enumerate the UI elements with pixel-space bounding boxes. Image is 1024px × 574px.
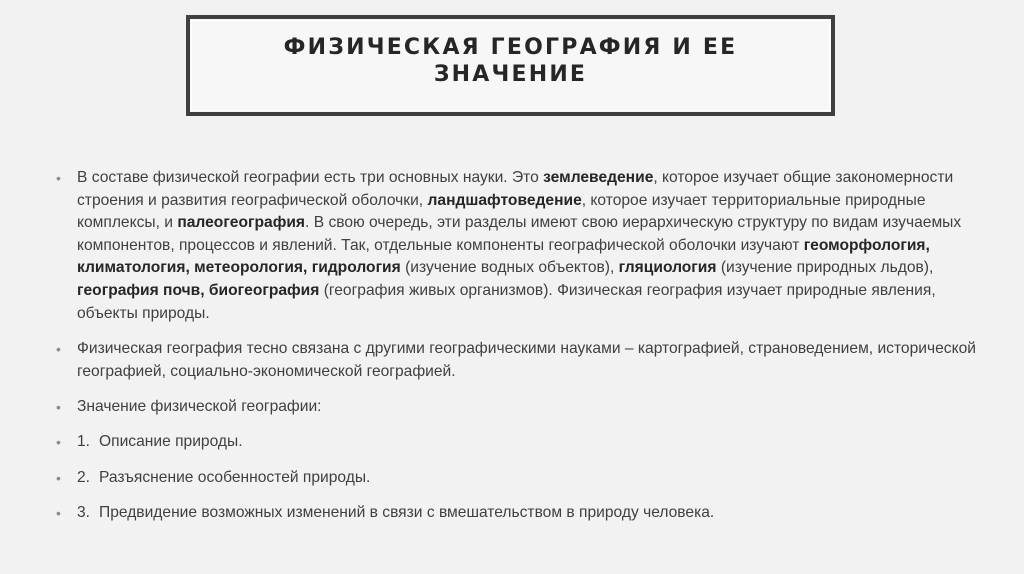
bold-term: география почв, биогеография xyxy=(77,281,320,299)
list-number: 1. xyxy=(77,433,91,451)
text-segment: (изучение природных льдов), xyxy=(716,259,934,277)
paragraph-text xyxy=(77,169,961,322)
paragraph-text: Значение физической географии: xyxy=(77,397,322,415)
text-segment: (география живых организмов). Физическая география изучает природные явления, объекты природы. xyxy=(77,281,936,322)
paragraph-text: Физическая география тесно связана с другими географическими науками – картографией, страноведением, исторической географией, социально-экономической географией. xyxy=(77,339,976,380)
slide-title: ФИЗИЧЕСКАЯ ГЕОГРАФИЯ И ЕЕ ЗНАЧЕНИЕ xyxy=(283,35,738,87)
list-item xyxy=(56,467,986,490)
list-item xyxy=(56,431,986,454)
list-number: 2. xyxy=(77,468,91,486)
bullet-icon: • xyxy=(56,340,61,357)
title-box xyxy=(186,15,835,116)
slide-content xyxy=(56,167,986,538)
bold-term: гляциология xyxy=(618,259,717,277)
bullet-icon: • xyxy=(56,469,61,486)
bullet-icon: • xyxy=(56,505,61,522)
bullet-icon: • xyxy=(56,434,61,451)
text-segment: В составе физической географии есть три основных науки. Это xyxy=(77,169,544,186)
bold-term: ландшафтоведение xyxy=(427,191,582,209)
list-text: Описание природы. xyxy=(99,433,243,451)
bullet-icon: • xyxy=(56,398,61,415)
bold-term: землеведение xyxy=(543,169,654,186)
text-segment: , которое изучает территориальные природные комплексы, и xyxy=(77,191,926,232)
text-segment: , которое изучает общие закономерности строения и развития географической оболочки, xyxy=(77,169,954,209)
bullet-icon: • xyxy=(56,170,61,186)
bullet-item-relations xyxy=(56,338,986,383)
list-number: 3. xyxy=(77,504,91,522)
bullet-item-significance xyxy=(56,396,986,419)
text-segment: (изучение водных объектов), xyxy=(400,259,619,277)
bold-term: палеогеография xyxy=(177,214,306,232)
bold-term: геоморфология, климатология, метеорология, гидрология xyxy=(77,236,930,277)
list-text: Предвидение возможных изменений в связи с вмешательством в природу человека. xyxy=(99,504,715,522)
text-segment: . В свою очередь, эти разделы имеют свою иерархическую структуру по видам изучаемых компонентов, процессов и явлений. Так, отдельные компоненты географической оболочки изучают xyxy=(77,214,962,254)
list-text: Разъяснение особенностей природы. xyxy=(99,468,371,486)
bullet-item-sciences xyxy=(56,167,986,325)
list-item xyxy=(56,502,986,525)
bullet-list xyxy=(56,167,986,525)
